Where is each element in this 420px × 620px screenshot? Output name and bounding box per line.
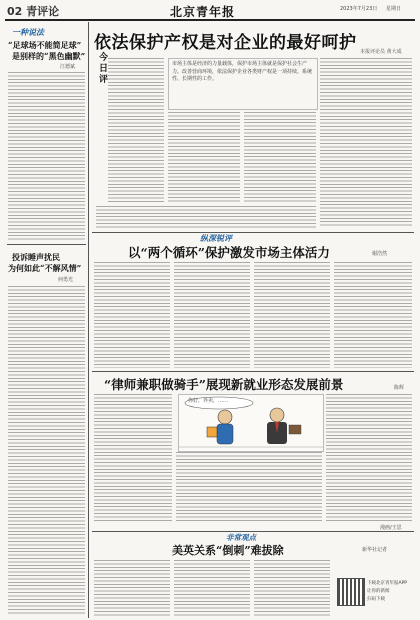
paper-name: 北京青年报 <box>170 5 236 19</box>
left-headline-line1: “足球场不能简足球” <box>8 40 82 50</box>
qr-line2: 让你的新闻 <box>367 589 390 594</box>
bottom-col-1 <box>94 560 170 616</box>
lead-author: 本报评论员 黄大成 <box>360 49 402 55</box>
lead-col-3 <box>244 112 316 202</box>
lower-col-2 <box>176 452 322 522</box>
bottom-section-tag: 非常观点 <box>226 533 256 542</box>
bottom-byline: 新华社记者 <box>362 547 388 553</box>
issue-date: 2023年7月23日 <box>340 6 378 12</box>
lead-col-2 <box>168 112 240 202</box>
lead-intro: 市场主体是经济的力量载体，保护市场主体就是保护社会生产力。改善营商环境，依法保护企业各类财产权是一项持续、系统性、长期性的工作。 <box>172 61 313 82</box>
middle-section-tag: 纵深锐评 <box>200 233 232 243</box>
left-divider <box>7 244 86 245</box>
left-byline: 江德斌 <box>60 64 76 70</box>
left-second-headline-line2: 为何如此“不解风情” <box>8 263 82 273</box>
left-article-text <box>8 72 85 242</box>
issue-weekday: 星期日 <box>386 6 402 12</box>
middle-col-3 <box>254 262 330 368</box>
lead-col-5 <box>96 206 316 228</box>
lead-col-1 <box>108 58 164 202</box>
bottom-col-3 <box>254 560 330 616</box>
left-second-headline-line1: 投诉睡声扰民 <box>12 252 60 262</box>
cartoon-caption: 你好，外卖，…… <box>188 398 229 404</box>
lead-bottom-rule <box>92 232 414 233</box>
middle-col-1 <box>94 262 170 368</box>
lower-byline: 陈辉 <box>394 385 405 391</box>
bottom-headline: 美英关系“倒刺”难拔除 <box>172 544 284 557</box>
middle-col-2 <box>174 262 250 368</box>
lead-headline: 依法保护产权是对企业的最好呵护 <box>94 33 357 53</box>
masthead-rule <box>5 19 415 21</box>
bottom-col-2 <box>174 560 250 616</box>
lower-col-1 <box>94 394 172 522</box>
lower-headline: “律师兼职做骑手”展现新就业形态发展前景 <box>104 377 344 392</box>
qr-line1: 下载北京青年报APP <box>367 581 408 586</box>
qr-code[interactable] <box>337 578 365 606</box>
left-second-article-text <box>8 286 85 614</box>
lower-col-3 <box>326 394 412 522</box>
middle-headline: 以“两个循环”保护激发市场主体活力 <box>128 245 330 260</box>
qr-line3: 扫码下载 <box>367 597 385 602</box>
left-second-byline: 何勇光 <box>58 277 74 283</box>
middle-bottom-rule <box>92 371 414 372</box>
middle-byline: 谢浩然 <box>372 251 388 257</box>
lead-col-4 <box>320 58 412 228</box>
left-column-vertical-rule <box>88 22 89 618</box>
page-label: 02 青评论 <box>7 5 60 18</box>
left-section-tag: 一种说法 <box>12 27 44 37</box>
left-headline-line2: 是别样的“黑色幽默” <box>12 51 86 61</box>
lead-column-tag: 今日评 <box>97 52 107 85</box>
middle-col-4 <box>334 262 412 368</box>
cartoon-credit: 漫画/王思 <box>380 525 402 531</box>
